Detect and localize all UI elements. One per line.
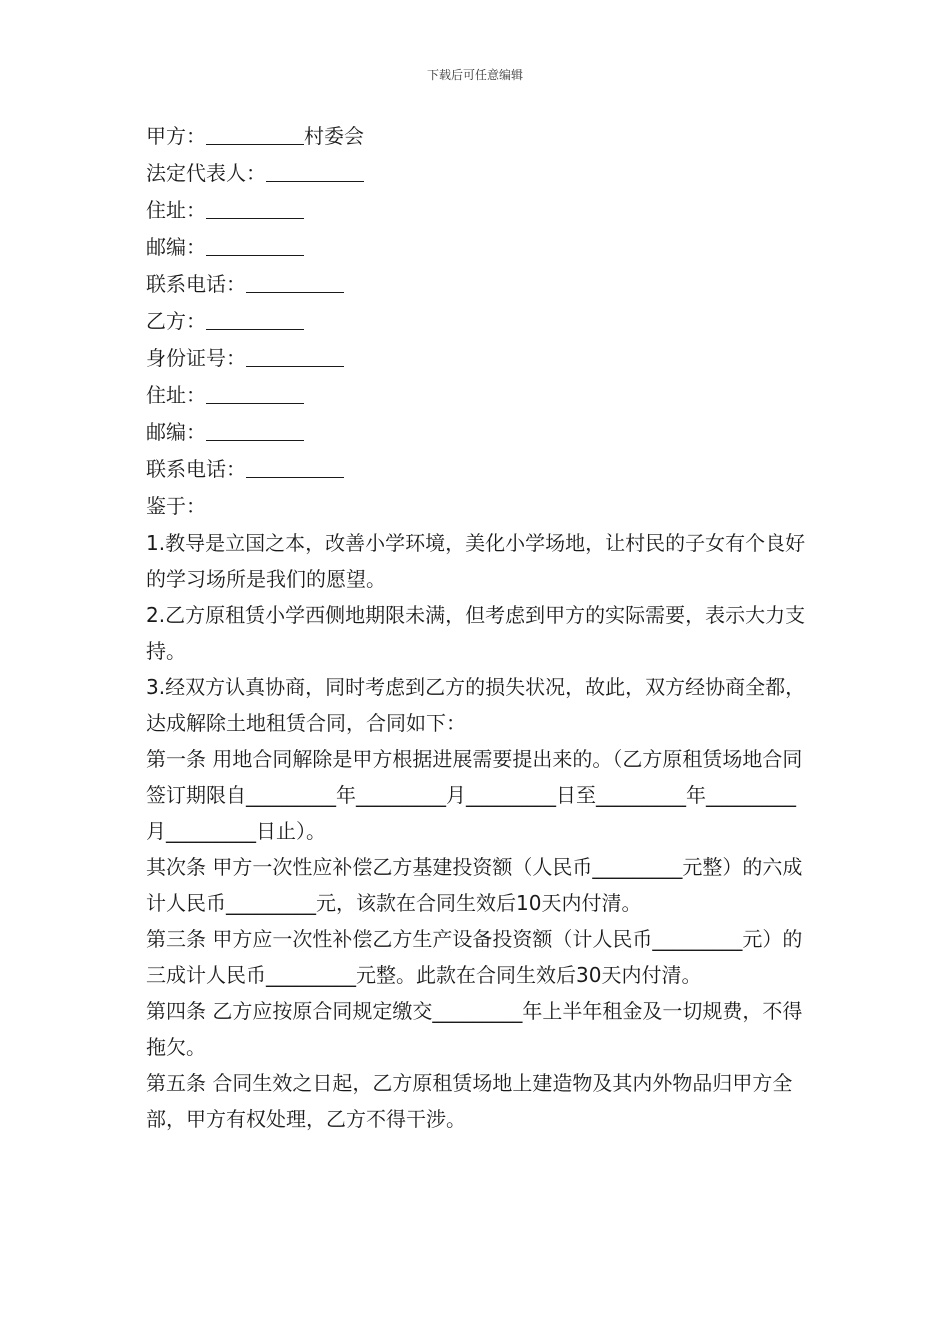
party-b-label: 乙方： [146, 309, 206, 333]
blank-field [246, 344, 344, 367]
party-b-postcode-label: 邮编： [146, 420, 206, 444]
blank-field [246, 270, 344, 293]
whereas-item: 1.教导是立国之本，改善小学环境，美化小学场地，让村民的子女有个良好的学习场所是我们的愿望。 [146, 531, 806, 591]
contract-body [146, 118, 810, 1137]
party-a-rep-label: 法定代表人： [146, 161, 266, 185]
party-a-address-label: 住址： [146, 198, 206, 222]
party-a-phone-line [146, 266, 810, 303]
article-3: 第三条 甲方应一次性补偿乙方生产设备投资额（计人民币_________元）的三成计人民币_________元整。此款在合同生效后30天内付清。 [146, 927, 803, 987]
blank-field [206, 307, 304, 330]
party-b-phone-label: 联系电话： [146, 457, 246, 481]
article-1: 第一条 用地合同解除是甲方根据进展需要提出来的。（乙方原租赁场地合同签订期限自_________年_________月_________日至_________年_________月_________日止）。 [146, 747, 803, 843]
article-5: 第五条 合同生效之日起，乙方原租赁场地上建造物及其内外物品归甲方全部，甲方有权处理，乙方不得干涉。 [146, 1071, 793, 1131]
party-a-rep-line [146, 155, 810, 192]
blank-field [206, 233, 304, 256]
article-4: 第四条 乙方应按原合同规定缴交_________年上半年租金及一切规费，不得拖欠。 [146, 999, 803, 1059]
party-a-postcode-line [146, 229, 810, 266]
party-b-address-line [146, 377, 810, 414]
party-b-postcode-line [146, 414, 810, 451]
whereas-item: 2.乙方原租赁小学西侧地期限未满，但考虑到甲方的实际需要，表示大力支持。 [146, 603, 806, 663]
blank-field [206, 196, 304, 219]
party-b-id-line [146, 340, 810, 377]
header-note: 下载后可任意编辑 [426, 68, 523, 82]
party-a-label: 甲方： [146, 124, 206, 148]
blank-field [206, 381, 304, 404]
party-b-id-label: 身份证号： [146, 346, 246, 370]
blank-field [246, 455, 344, 478]
party-a-address-line [146, 192, 810, 229]
party-a-postcode-label: 邮编： [146, 235, 206, 259]
blank-field [206, 122, 304, 145]
party-b-address-label: 住址： [146, 383, 206, 407]
party-a-line [146, 118, 810, 155]
blank-field [206, 418, 304, 441]
party-a-suffix: 村委会 [304, 124, 364, 148]
whereas-item: 3.经双方认真协商，同时考虑到乙方的损失状况，故此，双方经协商全都，达成解除土地租赁合同，合同如下： [146, 675, 806, 735]
party-b-line [146, 303, 810, 340]
party-a-phone-label: 联系电话： [146, 272, 246, 296]
article-2: 其次条 甲方一次性应补偿乙方基建投资额（人民币_________元整）的六成计人民币_________元，该款在合同生效后10天内付清。 [146, 855, 803, 915]
whereas-label: 鉴于： [146, 494, 206, 518]
blank-field [266, 159, 364, 182]
party-b-phone-line [146, 451, 810, 488]
